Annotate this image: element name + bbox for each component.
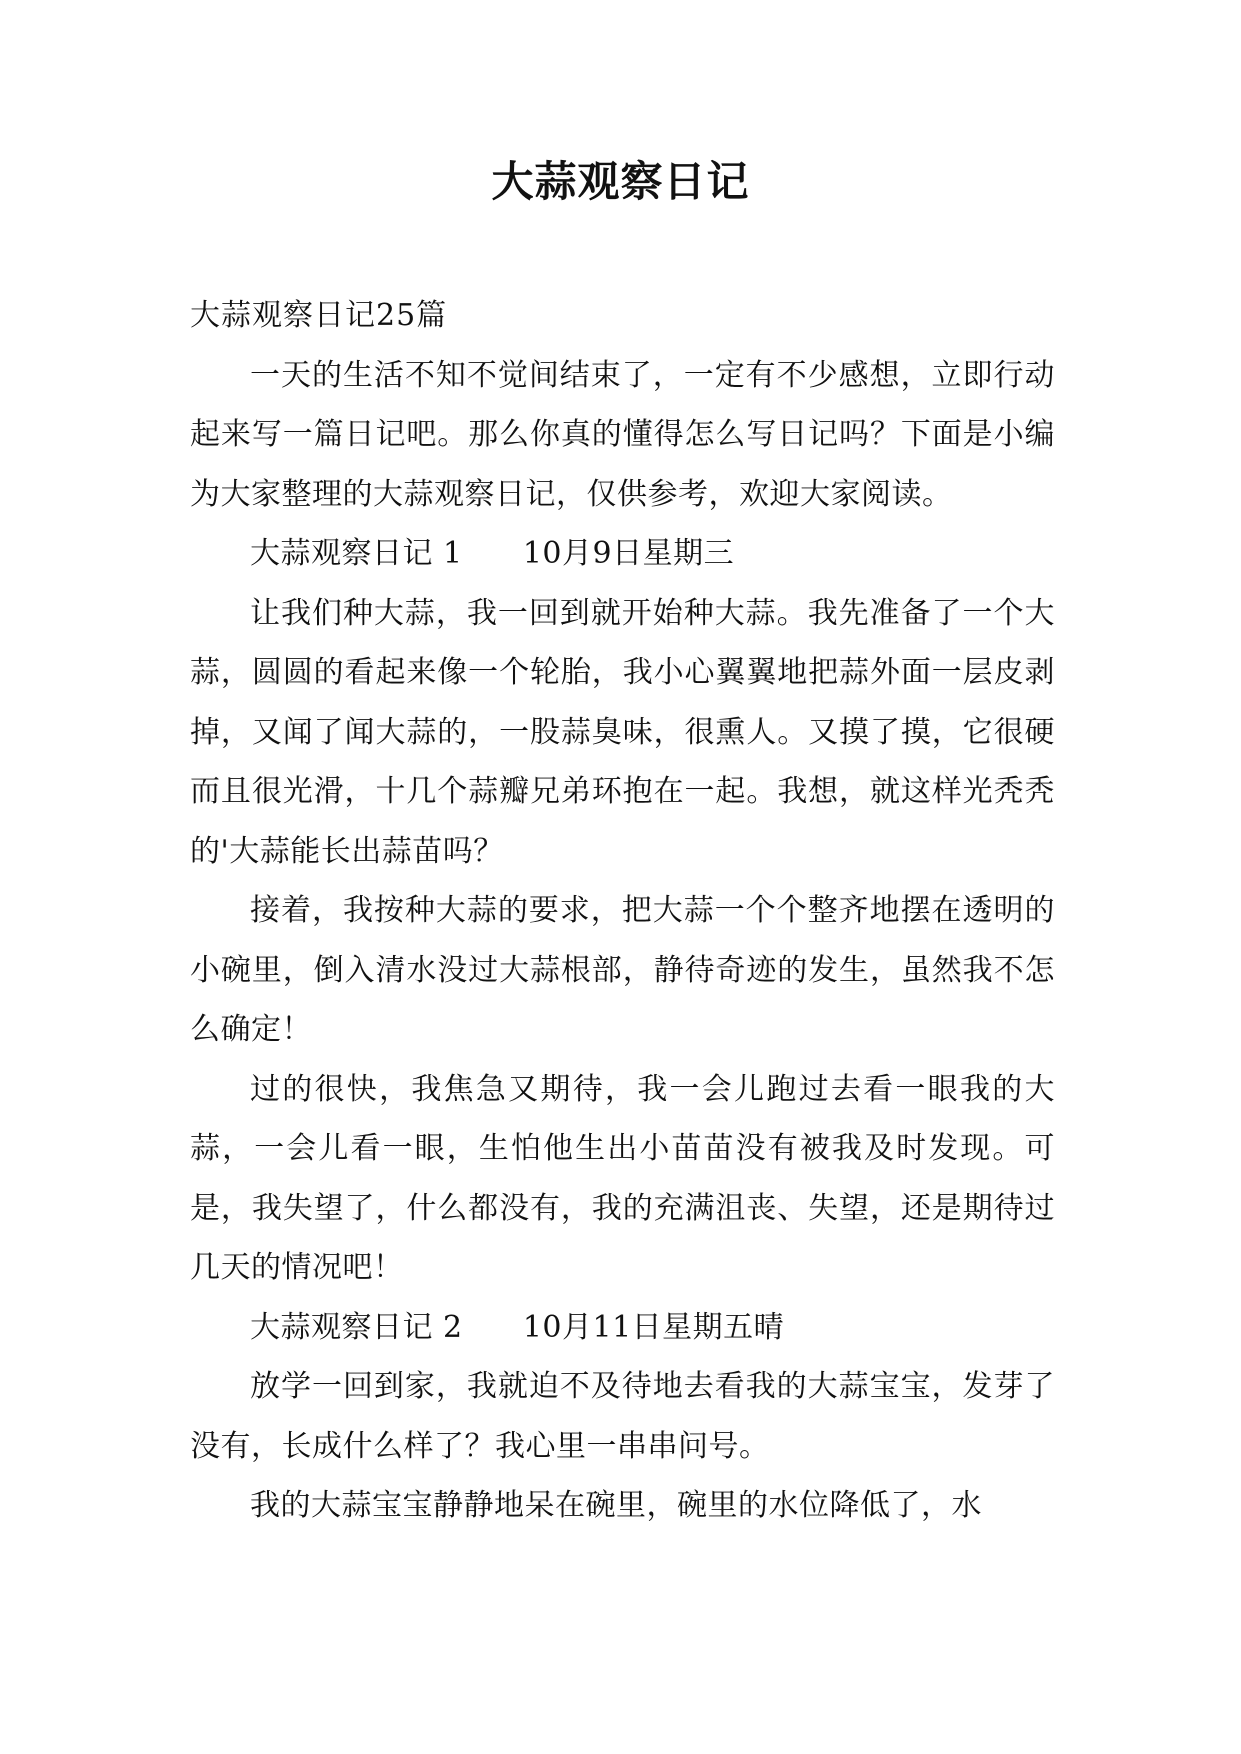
- entry-2-paragraph-1: 放学一回到家，我就迫不及待地去看我的大蒜宝宝，发芽了没有，长成什么样了？我心里一串串问号。: [190, 1369, 1055, 1464]
- document-subtitle: 大蒜观察日记25篇: [190, 298, 448, 333]
- entry-1-paragraph-1: 让我们种大蒜，我一回到就开始种大蒜。我先准备了一个大蒜，圆圆的看起来像一个轮胎，我小心翼翼地把蒜外面一层皮剥掉，又闻了闻大蒜的，一股蒜臭味，很熏人。又摸了摸，它很硬而且很光滑，十几个蒜瓣兄弟环抱在一起。我想，就这样光秃秃的'大蒜能长出蒜苗吗？: [190, 595, 1055, 869]
- entry-2-paragraph-2: 我的大蒜宝宝静静地呆在碗里，碗里的水位降低了，水: [250, 1488, 982, 1523]
- entry-1-paragraph-2: 接着，我按种大蒜的要求，把大蒜一个个整齐地摆在透明的小碗里，倒入清水没过大蒜根部，静待奇迹的发生，虽然我不怎么确定！: [190, 893, 1055, 1047]
- entry-1-paragraph-3: 过的很快，我焦急又期待，我一会儿跑过去看一眼我的大蒜，一会儿看一眼，生怕他生出小苗苗没有被我及时发现。可是，我失望了，什么都没有，我的充满沮丧、失望，还是期待过几天的情况吧！: [190, 1071, 1055, 1285]
- entry-2-heading: 大蒜观察日记 2 10月11日星期五晴: [250, 1309, 785, 1345]
- document-title: 大蒜观察日记: [491, 157, 750, 206]
- entry-1-heading: 大蒜观察日记 1 10月9日星期三: [250, 536, 735, 571]
- document-body: [190, 286, 1055, 1536]
- intro-paragraph: 一天的生活不知不觉间结束了，一定有不少感想，立即行动起来写一篇日记吧。那么你真的懂得怎么写日记吗？下面是小编为大家整理的大蒜观察日记，仅供参考，欢迎大家阅读。: [190, 357, 1055, 512]
